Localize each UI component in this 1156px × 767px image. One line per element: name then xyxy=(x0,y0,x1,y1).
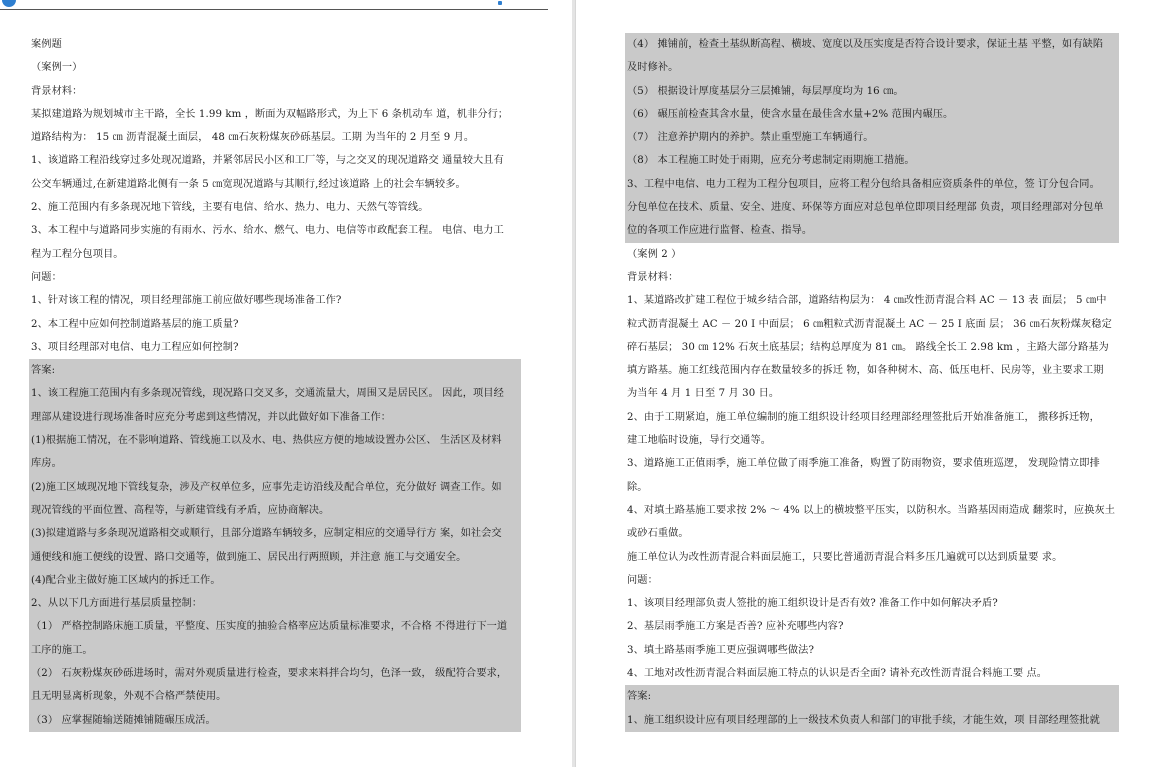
text-line: 理部从建设进行现场准备时应充分考虑到这些情况，并以此做好如下准备工作： xyxy=(29,406,521,429)
text-line: 2、由于工期紧迫，施工单位编制的施工组织设计经项目经理部经理签批后开始准备施工， 搬移拆迁物， xyxy=(627,411,1100,423)
text-line: （1） 严格控制路床施工质量，平整度、压实度的抽验合格率应达质量标准要求，不合格 不得进行下一道 xyxy=(29,615,521,638)
text-line: 2、本工程中应如何控制道路基层的施工质量? xyxy=(31,318,239,330)
text-line: 背景材料： xyxy=(31,85,83,97)
text-line: （2） 石灰粉煤灰砂砾进场时，需对外观质量进行检查，要求来料拌合均匀，色泽一致， 级配符合要求， xyxy=(29,662,521,685)
document-page-left xyxy=(0,0,572,767)
header-mark-icon xyxy=(498,1,502,5)
text-line: 且无明显离析现象，外观不合格严禁使用。 xyxy=(29,685,521,708)
text-line: 或砂石重做。 xyxy=(627,528,689,540)
text-line: 建工地临时设施，导行交通等。 xyxy=(627,435,772,447)
text-line: 1、该道路工程沿线穿过多处现况道路，并紧邻居民小区和工厂等，与之交叉的现况道路交 通量较大且有 xyxy=(31,155,504,167)
text-line: （5） 根据设计厚度基层分三层摊铺，每层厚度均为 16 ㎝。 xyxy=(625,80,1119,103)
text-line: 现况管线的平面位置、高程等，与新建管线有矛盾，应协商解决。 xyxy=(29,499,521,522)
text-line: 3、道路施工正值雨季，施工单位做了雨季施工准备，购置了防雨物资，要求值班巡逻， 发现险情立即排 xyxy=(627,458,1100,470)
text-line: 2、施工范围内有多条现况地下管线，主要有电信、给水、热力、电力、天然气等管线。 xyxy=(31,202,429,214)
text-line: 2、从以下几方面进行基层质量控制： xyxy=(29,592,521,615)
text-line: 1、该项目经理部负责人签批的施工组织设计是否有效? 准备工作中如何解决矛盾? xyxy=(627,598,998,610)
text-line: 1、施工组织设计应有项目经理部的上一级技术负责人和部门的审批手续，才能生效，项 目部经理签批就 xyxy=(625,709,1119,732)
text-line: 答案: xyxy=(29,359,521,382)
text-line: 通便线和施工便线的设置、路口交通等，做到施工、居民出行两照顾，并注意 施工与交通安全。 xyxy=(29,546,521,569)
text-line: （案例 2 ） xyxy=(627,248,682,260)
text-line: 案例题 xyxy=(31,39,62,50)
text-line: 1、针对该工程的情况，项目经理部施工前应做好哪些现场准备工作? xyxy=(31,295,342,307)
text-line: 答案: xyxy=(625,685,1119,708)
right-page-content xyxy=(627,33,1119,732)
text-line: 为当年 4 月 1 日至 7 月 30 日。 xyxy=(627,388,780,400)
text-line: (1)根据施工情况，在不影响道路、管线施工以及水、电、热供应方便的地域设置办公区、 生活区及材料 xyxy=(29,429,521,452)
text-line: 公交车辆通过,在新建道路北侧有一条 5 ㎝宽现况道路与其顺行,经过该道路 上的社会车辆较多。 xyxy=(31,178,466,190)
text-line: 程为工程分包项目。 xyxy=(31,248,124,260)
text-line: 填方路基。施工红线范围内存在数量较多的拆迁 物，如各种树木、高、低压电杆、民房等，业主要求工期 xyxy=(627,365,1104,377)
text-line: 1、某道路改扩建工程位于城乡结合部，道路结构层为： 4 ㎝改性沥青混合料 AC － 13 表 面层； 5 ㎝中 xyxy=(627,295,1107,307)
text-line: 施工单位认为改性沥青混合料面层施工，只要比普通沥青混合料多压几遍就可以达到质量要 求。 xyxy=(627,551,1063,563)
text-line: 粒式沥青混凝土 AC － 20 I 中面层； 6 ㎝粗粒式沥青混凝土 AC － 25 I 底面 层； 36 ㎝石灰粉煤灰稳定 xyxy=(627,318,1112,330)
text-line: (4)配合业主做好施工区域内的拆迁工作。 xyxy=(29,569,521,592)
text-line: 工序的施工。 xyxy=(29,639,521,662)
text-line: 除。 xyxy=(627,481,648,493)
text-line: 背景材料： xyxy=(627,271,679,283)
text-line: 4、对填土路基施工要求按 2% ～ 4% 以上的横坡整平压实，以防积水。当路基因雨造成 翻浆时，应换灰土 xyxy=(627,504,1116,516)
text-line: 及时修补。 xyxy=(625,56,1119,79)
text-line: （8） 本工程施工时处于雨期，应充分考虑制定雨期施工措施。 xyxy=(625,149,1119,172)
header-rule xyxy=(0,0,548,10)
text-line: （4） 摊铺前，检查土基纵断高程、横坡、宽度以及压实度是否符合设计要求，保证土基 平整，如有缺陷 xyxy=(625,33,1119,56)
document-page-right xyxy=(575,0,1156,767)
text-line: 3、本工程中与道路同步实施的有雨水、污水、给水、燃气、电力、电信等市政配套工程。 电信、电力工 xyxy=(31,225,504,237)
text-line: 2、基层雨季施工方案是否善? 应补充哪些内容? xyxy=(627,621,844,633)
text-line: 某拟建道路为规划城市主干路，全长 1.99 km ，断面为双幅路形式，为上下 6 条机动车 道，机非分行； xyxy=(31,108,509,120)
text-line: 碎石基层； 30 ㎝ 12% 石灰土底基层；结构总厚度为 81 ㎝。 路线全长工 2.98 km ，主路大部分路基为 xyxy=(627,341,1109,353)
text-line: 1、该工程施工范围内有多条现况管线，现况路口交叉多，交通流量大，周围又是居民区。 因此，项目经 xyxy=(29,382,521,405)
text-line: 分包单位在技术、质量、安全、进度、环保等方面应对总包单位即项目经理部 负责，项目经理部对分包单 xyxy=(625,196,1119,219)
text-line: 问题： xyxy=(627,574,658,586)
logo-icon xyxy=(2,0,16,7)
text-line: 位的各项工作应进行监督、检查、指导。 xyxy=(625,219,1119,242)
text-line: 道路结构为： 15 ㎝ 沥青混凝土面层， 48 ㎝石灰粉煤灰砂砾基层。工期 为当年的 2 月至 9 月。 xyxy=(31,132,475,144)
text-line: 3、填土路基雨季施工更应强调哪些做法? xyxy=(627,644,815,656)
text-line: （7） 注意养护期内的养护。禁止重型施工车辆通行。 xyxy=(625,126,1119,149)
left-page-content xyxy=(31,33,521,732)
text-line: （6） 碾压前检查其含水量，使含水量在最佳含水量+2% 范围内碾压。 xyxy=(625,103,1119,126)
text-line: 库房。 xyxy=(29,452,521,475)
text-line: (3)拟建道路与多条现况道路相交或顺行，且部分道路车辆较多，应制定相应的交通导行方 案，如社会交 xyxy=(29,522,521,545)
text-line: (2)施工区域现况地下管线复杂，涉及产权单位多，应事先走访沿线及配合单位，充分做好 调查工作。如 xyxy=(29,476,521,499)
text-line: 3、工程中电信、电力工程为工程分包项目，应将工程分包给具备相应资质条件的单位，签 订分包合同。 xyxy=(625,173,1119,196)
text-line: （3） 应掌握随输送随摊铺随碾压成活。 xyxy=(29,709,521,732)
text-line: 3、项目经理部对电信、电力工程应如何控制? xyxy=(31,341,239,353)
text-line: （案例一） xyxy=(31,62,83,74)
text-line: 4、工地对改性沥青混合料面层施工特点的认识是否全面? 请补充改性沥青混合料施工要 点。 xyxy=(627,668,1048,680)
text-line: 问题： xyxy=(31,271,62,283)
